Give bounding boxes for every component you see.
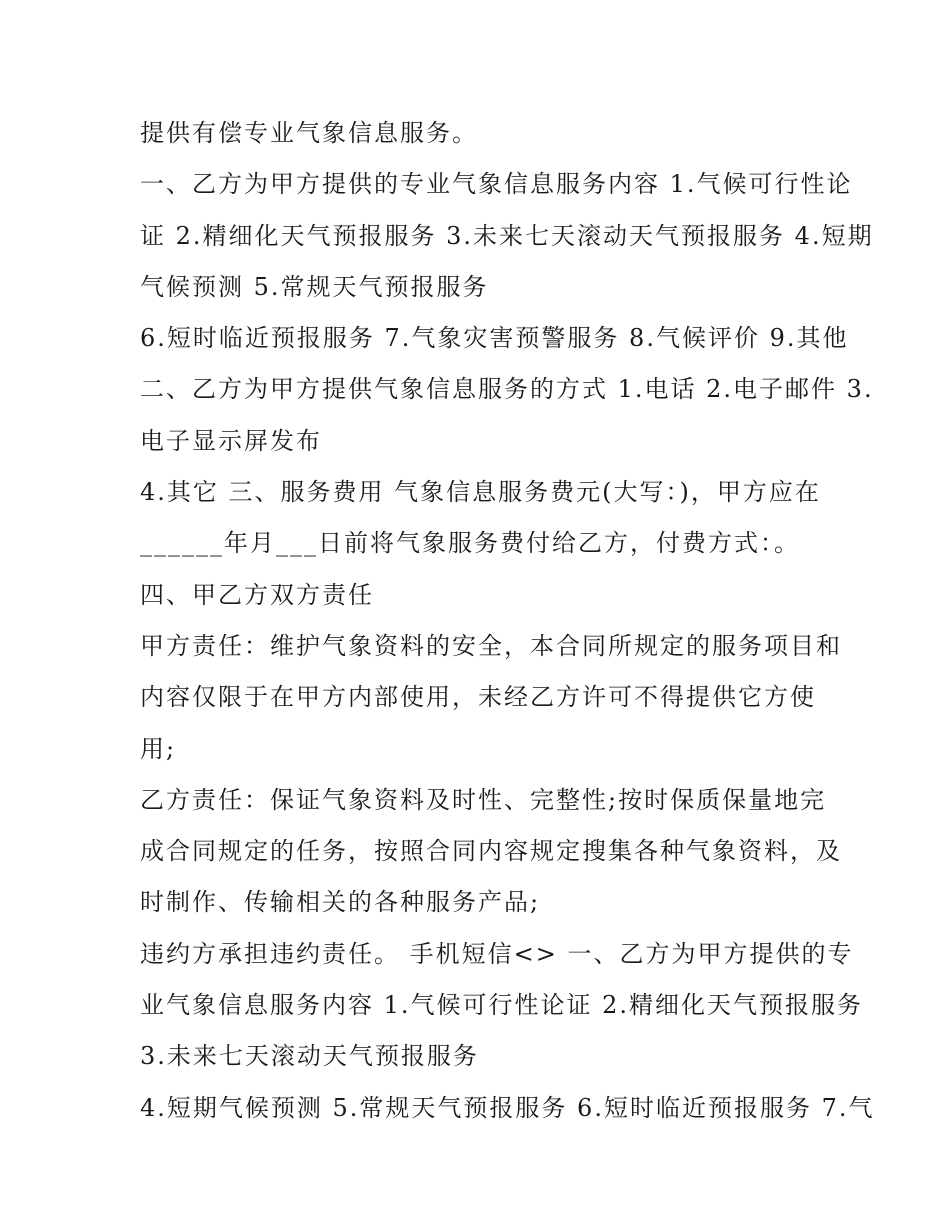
text-line: 4.短期气候预测 5.常规天气预报服务 6.短时临近预报服务 7.气 — [140, 1093, 875, 1122]
text-line: 用; — [140, 734, 177, 763]
text-line: ______年月___日前将气象服务费付给乙方，付费方式：。 — [140, 529, 800, 558]
text-line: 业气象信息服务内容 1.气候可行性论证 2.精细化天气预报服务 — [140, 991, 864, 1020]
section-heading: 四、甲乙方双方责任 — [140, 580, 374, 609]
document-body — [140, 108, 875, 1134]
text-line: 内容仅限于在甲方内部使用，未经乙方许可不得提供它方使 — [140, 683, 816, 712]
text-line: 气候预测 5.常规天气预报服务 — [140, 272, 489, 301]
text-line: 二、乙方为甲方提供气象信息服务的方式 1.电话 2.电子邮件 3. — [140, 375, 874, 404]
text-line: 乙方责任：保证气象资料及时性、完整性;按时保质保量地完 — [140, 785, 827, 814]
text-line: 6.短时临近预报服务 7.气象灾害预警服务 8.气候评价 9.其他 — [140, 324, 849, 353]
text-line: 4.其它 三、服务费用 气象信息服务费元(大写：)，甲方应在 — [140, 478, 821, 507]
text-line: 违约方承担违约责任。 手机短信<> 一、乙方为甲方提供的专 — [140, 939, 854, 968]
text-line: 3.未来七天滚动天气预报服务 — [140, 1042, 479, 1071]
text-line: 一、乙方为甲方提供的专业气象信息服务内容 1.气候可行性论 — [140, 170, 853, 199]
text-line: 甲方责任：维护气象资料的安全，本合同所规定的服务项目和 — [140, 631, 842, 660]
text-line: 证 2.精细化天气预报服务 3.未来七天滚动天气预报服务 4.短期 — [140, 221, 874, 250]
text-line: 时制作、传输相关的各种服务产品; — [140, 888, 541, 917]
text-line: 电子显示屏发布 — [140, 426, 322, 455]
text-line: 提供有偿专业气象信息服务。 — [140, 119, 478, 147]
text-line: 成合同规定的任务，按照合同内容规定搜集各种气象资料，及 — [140, 837, 842, 866]
